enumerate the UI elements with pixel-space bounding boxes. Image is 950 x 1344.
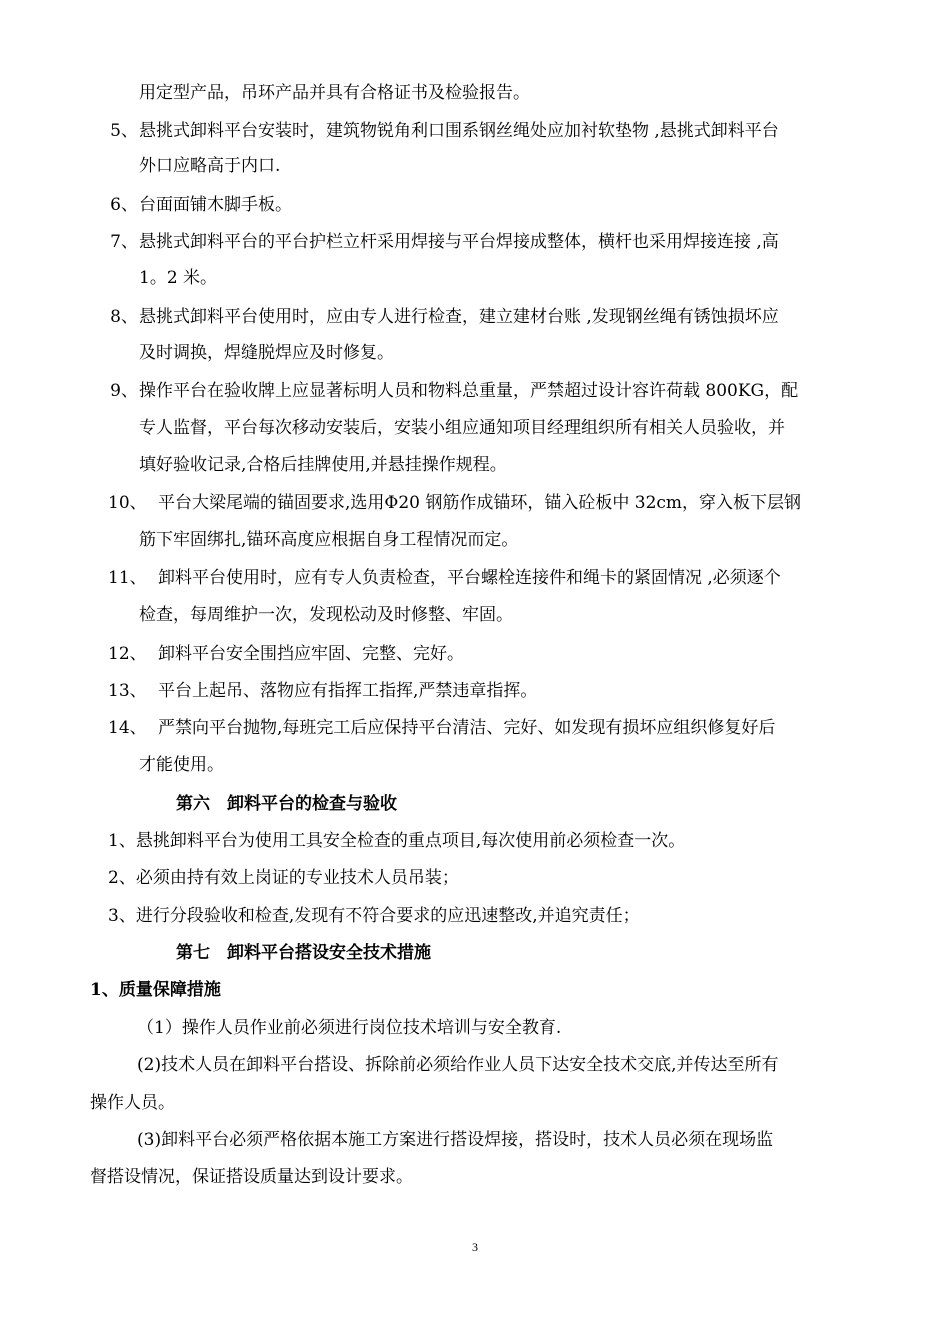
item-10-line-1: 平台大梁尾端的锚固要求,选用Φ20 钢筋作成锚环，锚入砼板中 32cm，穿入板下层钢	[158, 493, 802, 513]
section-6-heading: 第六 卸料平台的检查与验收	[176, 794, 397, 814]
section-7-para-3-line-2: 督搭设情况，保证搭设质量达到设计要求。	[90, 1167, 413, 1187]
item-9-line-2: 专人监督，平台每次移动安装后，安装小组应通知项目经理组织所有相关人员验收，并	[139, 418, 785, 438]
item-12-line-1: 卸料平台安全围挡应牢固、完整、完好。	[158, 644, 464, 664]
item-6-number: 6、	[110, 195, 138, 215]
section-7-subheading: 1、质量保障措施	[90, 980, 221, 1000]
item-14-number: 14、	[108, 718, 147, 738]
item-6-line-1: 台面面铺木脚手板。	[139, 195, 292, 215]
section-7-para-3-line-1: (3)卸料平台必须严格依据本施工方案进行搭设焊接，搭设时，技术人员必须在现场监	[137, 1130, 774, 1150]
item-7-line-2: 1。2 米。	[139, 268, 218, 288]
section-6-line-3: 3、进行分段验收和检查,发现有不符合要求的应迅速整改,并追究责任；	[108, 906, 640, 926]
item-11-line-1: 卸料平台使用时，应有专人负责检查，平台螺栓连接件和绳卡的紧固情况 ,必须逐个	[158, 568, 781, 588]
item-5-line-2: 外口应略高于内口.	[139, 156, 281, 176]
item-13-number: 13、	[108, 681, 147, 701]
item-8-line-1: 悬挑式卸料平台使用时，应由专人进行检查，建立建材台账 ,发现钢丝绳有锈蚀损坏应	[139, 307, 779, 327]
section-7-heading: 第七 卸料平台搭设安全技术措施	[176, 943, 431, 963]
section-7-para-2-line-1: (2)技术人员在卸料平台搭设、拆除前必须给作业人员下达安全技术交底,并传达至所有	[137, 1055, 779, 1075]
section-7-para-1: （1）操作人员作业前必须进行岗位技术培训与安全教育.	[137, 1018, 562, 1038]
section-6-line-2: 2、必须由持有效上岗证的专业技术人员吊装；	[108, 868, 459, 888]
item-11-line-2: 检查，每周维护一次，发现松动及时修整、牢固。	[139, 605, 513, 625]
item-8-number: 8、	[110, 307, 138, 327]
item-14-line-2: 才能使用。	[139, 755, 224, 775]
item-10-number: 10、	[108, 493, 147, 513]
item-9-number: 9、	[110, 381, 138, 401]
item-8-line-2: 及时调换，焊缝脱焊应及时修复。	[139, 343, 394, 363]
section-7-para-2-line-2: 操作人员。	[90, 1093, 175, 1113]
item-14-line-1: 严禁向平台抛物,每班完工后应保持平台清洁、完好、如发现有损坏应组织修复好后	[158, 718, 776, 738]
item-7-line-1: 悬挑式卸料平台的平台护栏立杆采用焊接与平台焊接成整体，横杆也采用焊接连接 ,高	[139, 232, 779, 252]
item-11-number: 11、	[108, 568, 147, 588]
item-5-line-1: 悬挑式卸料平台安装时，建筑物锐角利口围系钢丝绳处应加衬软垫物 ,悬挑式卸料平台	[139, 121, 779, 141]
item-12-number: 12、	[108, 644, 147, 664]
item-7-number: 7、	[110, 232, 138, 252]
item-13-line-1: 平台上起吊、落物应有指挥工指挥,严禁违章指挥。	[158, 681, 538, 701]
section-6-line-1: 1、悬挑卸料平台为使用工具安全检查的重点项目,每次使用前必须检查一次。	[108, 831, 686, 851]
item-10-line-2: 筋下牢固绑扎,锚环高度应根据自身工程情况而定。	[139, 530, 519, 550]
item-5-number: 5、	[110, 121, 138, 141]
item-4-continuation: 用定型产品，吊环产品并具有合格证书及检验报告。	[139, 83, 530, 103]
page-number: 3	[472, 1240, 478, 1254]
item-9-line-1: 操作平台在验收牌上应显著标明人员和物料总重量，严禁超过设计容许荷载 800KG，配	[139, 381, 799, 401]
item-9-line-3: 填好验收记录,合格后挂牌使用,并悬挂操作规程。	[139, 455, 507, 475]
